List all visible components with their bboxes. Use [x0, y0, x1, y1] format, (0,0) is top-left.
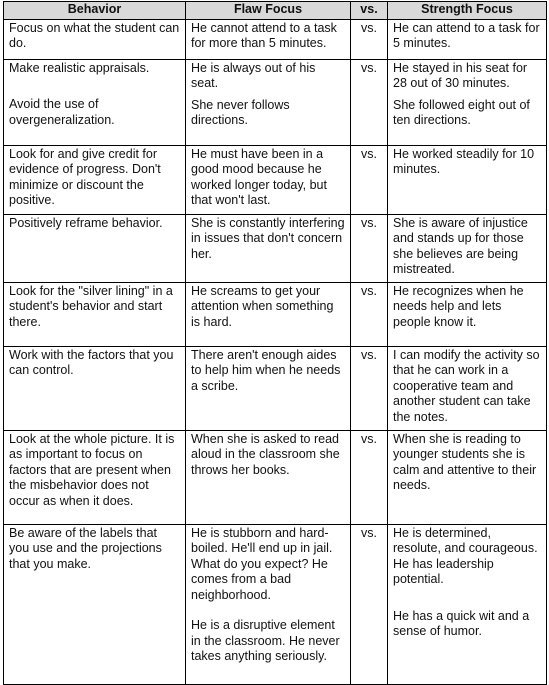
behavior-cell — [4, 59, 186, 145]
flaw-cell — [186, 430, 351, 524]
cell-text: He recognizes when he needs help and lets people know it. — [393, 283, 524, 329]
cell-text: Make realistic appraisals. — [9, 60, 150, 75]
behavior-cell — [4, 524, 186, 684]
cell-text: When she is reading to younger students she is calm and attentive to their needs. — [393, 431, 537, 492]
flaw-cell — [186, 282, 351, 346]
vs-cell: vs. — [351, 430, 388, 524]
cell-text: She is constantly interfering in issues that don't concern her. — [191, 215, 345, 261]
strength-cell — [388, 430, 547, 524]
strength-cell — [388, 19, 547, 59]
table-row — [4, 346, 547, 430]
table-row — [4, 19, 547, 59]
cell-text: He worked steadily for 10 minutes. — [393, 146, 535, 176]
header-flaw-focus: Flaw Focus — [186, 2, 351, 20]
vs-cell: vs. — [351, 59, 388, 145]
behavior-cell — [4, 214, 186, 282]
flaw-cell — [186, 214, 351, 282]
cell-text: I can modify the activity so that he can work in a cooperative team and another student can take the notes. — [393, 347, 540, 424]
vs-cell: vs. — [351, 282, 388, 346]
strength-cell — [388, 282, 547, 346]
table-row — [4, 524, 547, 684]
flaw-cell — [186, 19, 351, 59]
cell-text: Be aware of the labels that you use and the projections that you make. — [9, 525, 162, 571]
header-strength-focus: Strength Focus — [388, 2, 547, 20]
vs-cell: vs. — [351, 214, 388, 282]
behavior-cell — [4, 145, 186, 214]
flaw-cell — [186, 524, 351, 684]
vs-cell: vs. — [351, 145, 388, 214]
cell-text: He can attend to a task for 5 minutes. — [393, 20, 540, 50]
cell-text: He is a disruptive element in the classroom. He never takes anything seriously. — [191, 618, 340, 663]
table-row — [4, 282, 547, 346]
behavior-cell — [4, 430, 186, 524]
strength-cell — [388, 145, 547, 214]
behavior-cell — [4, 346, 186, 430]
strength-cell — [388, 346, 547, 430]
cell-text: He has a quick wit and a sense of humor. — [393, 608, 530, 638]
cell-text: Avoid the use of overgeneralization. — [9, 97, 115, 127]
header-row — [4, 2, 547, 20]
vs-cell: vs. — [351, 346, 388, 430]
cell-text: He is determined, resolute, and courageous. He has leadership potential. — [393, 525, 538, 586]
cell-text: She is aware of injustice and stands up for those she believes are being mistreated. — [393, 215, 528, 276]
flaw-cell — [186, 59, 351, 145]
behavior-cell — [4, 282, 186, 346]
cell-text: He screams to get your attention when something is hard. — [191, 283, 334, 329]
behavior-cell — [4, 19, 186, 59]
vs-cell: vs. — [351, 19, 388, 59]
cell-text: Look at the whole picture. It is as important to focus on factors that are present when the misbehavior does not occur as when it does. — [9, 431, 175, 508]
table-row — [4, 145, 547, 214]
cell-text: Look for the "silver lining" in a student's behavior and start there. — [9, 283, 173, 329]
cell-text: When she is asked to read aloud in the classroom she throws her books. — [191, 431, 340, 477]
cell-text: Focus on what the student can do. — [9, 20, 180, 50]
cell-text: There aren't enough aides to help him when he needs a scribe. — [191, 347, 341, 393]
header-vs: vs. — [351, 2, 388, 20]
flaw-cell — [186, 145, 351, 214]
strength-cell — [388, 524, 547, 684]
cell-text: Positively reframe behavior. — [9, 215, 163, 230]
cell-text: He is always out of his seat. — [191, 60, 316, 90]
table-row — [4, 59, 547, 145]
cell-text: He must have been in a good mood because he worked longer today, but that won't last. — [191, 146, 327, 207]
strength-cell — [388, 214, 547, 282]
strength-cell — [388, 59, 547, 145]
header-behavior: Behavior — [4, 2, 186, 20]
vs-cell: vs. — [351, 524, 388, 684]
cell-text: She followed eight out of ten directions. — [393, 97, 530, 127]
flaw-cell — [186, 346, 351, 430]
cell-text: He is stubborn and hard-boiled. He'll end up in jail. What do you expect? He comes from a bad neighborhood. — [191, 525, 333, 602]
cell-text: Work with the factors that you can control. — [9, 347, 174, 377]
table-row — [4, 430, 547, 524]
behavior-comparison-table — [3, 1, 547, 685]
table-row — [4, 214, 547, 282]
cell-text: Look for and give credit for evidence of progress. Don't minimize or discount the positive. — [9, 146, 161, 207]
cell-text: He stayed in his seat for 28 out of 30 minutes. — [393, 60, 528, 90]
cell-text: She never follows directions. — [191, 97, 290, 127]
cell-text: He cannot attend to a task for more than 5 minutes. — [191, 20, 337, 50]
